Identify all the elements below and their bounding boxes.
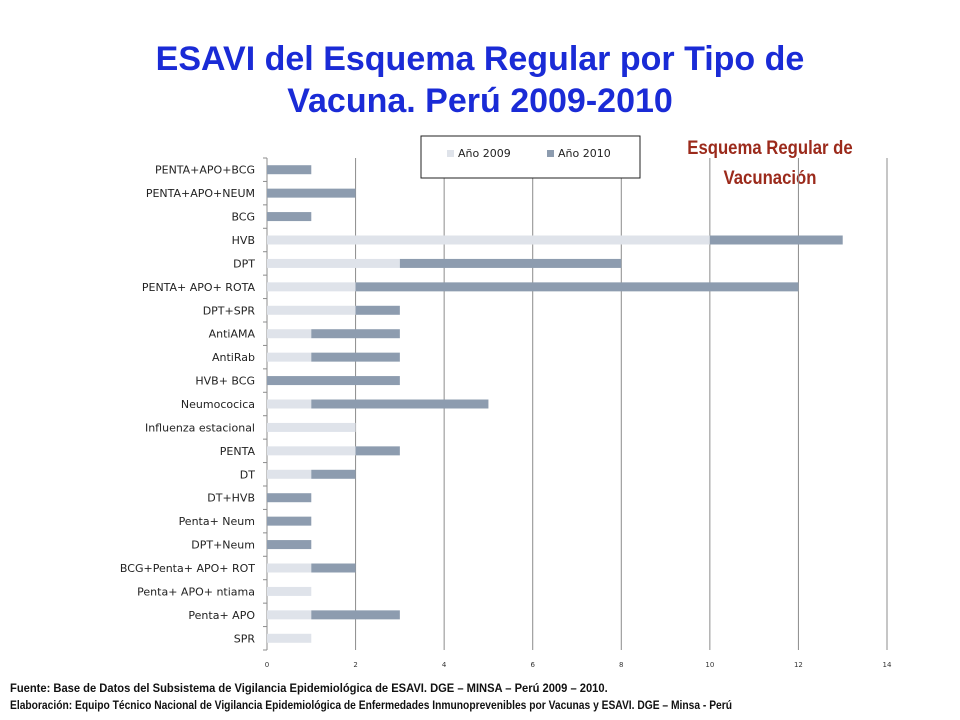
bar-2009 (267, 446, 356, 455)
bar-2010 (356, 306, 400, 315)
bar-2009 (267, 423, 356, 432)
category-label: DPT+SPR (202, 304, 255, 318)
bar-2009 (267, 470, 311, 479)
category-label: PENTA (219, 444, 255, 458)
category-label: Neumococica (180, 398, 255, 411)
bar-2009 (267, 587, 311, 596)
category-label: HVB+ BCG (195, 374, 255, 388)
category-label: BCG+Penta+ APO+ ROT (119, 562, 255, 575)
bar-2009 (267, 634, 311, 643)
bar-2010 (356, 282, 799, 291)
category-label: BCG (231, 210, 255, 224)
category-label: PENTA+ APO+ ROTA (141, 280, 255, 294)
x-tick-label: 6 (530, 661, 535, 669)
bar-2010 (311, 329, 400, 338)
bar-2010 (267, 517, 311, 526)
bar-2010 (267, 540, 311, 549)
bar-2010 (311, 564, 355, 573)
title-line-1: ESAVI del Esquema Regular por Tipo de (155, 40, 805, 78)
bar-2009 (267, 329, 311, 338)
side-note-line-1: Esquema Regular de (687, 138, 853, 159)
legend-label: Año 2010 (558, 147, 611, 160)
x-tick-label: 2 (353, 661, 358, 669)
x-tick-label: 0 (264, 661, 270, 669)
category-label: AntiAMA (208, 327, 255, 341)
bar-2010 (267, 493, 311, 502)
bar-2010 (311, 470, 355, 479)
category-label: DT+HVB (207, 491, 255, 505)
x-tick-label: 4 (441, 661, 447, 669)
bar-2010 (311, 400, 488, 409)
category-label: Penta+ Neum (178, 515, 255, 529)
category-label: Penta+ APO (188, 608, 255, 622)
legend-swatch (547, 150, 554, 157)
bar-2010 (267, 189, 356, 198)
credit-note: Elaboración: Equipo Técnico Nacional de Vigilancia Epidemiológica de Enfermedades Inmunoprevenibles por Vacunas y ESAVI. DGE – Minsa - Perú (10, 698, 733, 712)
bar-2009 (267, 259, 400, 268)
bar-2010 (710, 236, 843, 245)
bar-2009 (267, 236, 710, 245)
title-line-2: Vacuna. Perú 2009-2010 (287, 82, 673, 120)
bar-2009 (267, 564, 311, 573)
bar-2009 (267, 610, 311, 619)
source-note: Fuente: Base de Datos del Subsistema de Vigilancia Epidemiológica de ESAVI. DGE – MINSA – Perú 2009 – 2010. (10, 681, 608, 695)
category-label: DPT+Neum (191, 538, 255, 552)
bar-2009 (267, 400, 311, 409)
category-label: AntiRab (212, 351, 255, 365)
bar-2010 (311, 353, 400, 362)
x-tick-label: 8 (619, 661, 624, 669)
side-note-line-2: Vacunación (723, 168, 817, 189)
x-tick-label: 14 (882, 661, 892, 669)
bar-2010 (356, 446, 400, 455)
category-label: Penta+ APO+ ntiama (137, 585, 255, 599)
category-label: SPR (233, 632, 255, 646)
legend-label: Año 2009 (458, 147, 511, 160)
bar-2010 (267, 212, 311, 221)
category-label: HVB (231, 234, 255, 247)
x-tick-label: 12 (793, 661, 803, 669)
bar-2010 (311, 610, 400, 619)
bar-2010 (400, 259, 621, 268)
legend-swatch (447, 150, 454, 157)
bar-2010 (267, 165, 311, 174)
category-label: PENTA+APO+NEUM (145, 187, 255, 201)
bar-2009 (267, 306, 356, 315)
category-label: DPT (233, 257, 255, 271)
x-tick-label: 10 (705, 661, 715, 669)
bar-2010 (267, 376, 400, 385)
bar-2009 (267, 353, 311, 362)
category-label: DT (239, 468, 255, 482)
category-label: PENTA+APO+BCG (154, 163, 255, 177)
category-label: Influenza estacional (144, 421, 255, 435)
bar-2009 (267, 282, 356, 291)
